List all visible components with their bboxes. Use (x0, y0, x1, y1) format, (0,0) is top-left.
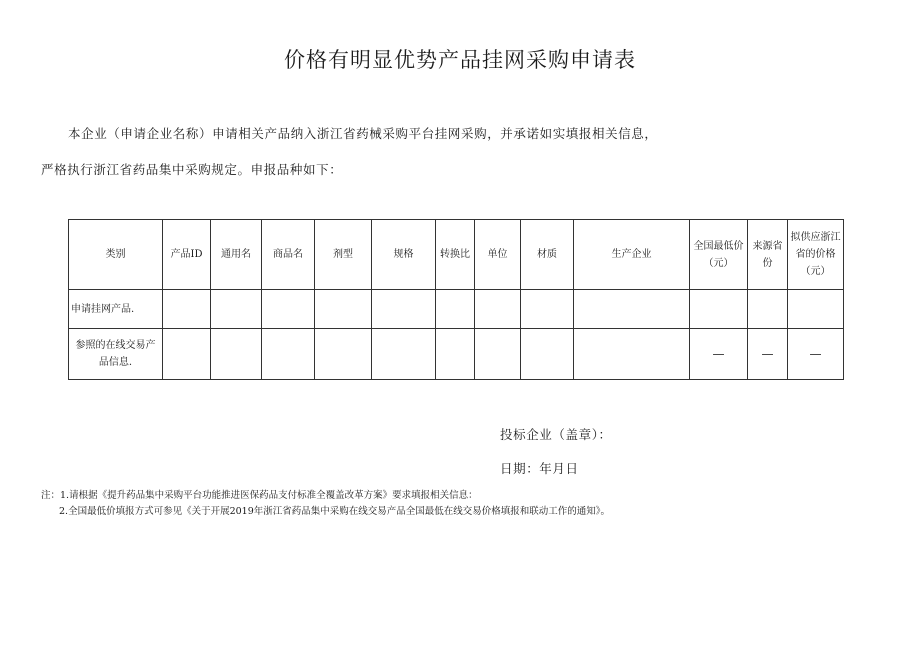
application-table (68, 219, 844, 380)
table-cell[interactable] (372, 329, 436, 380)
table-cell[interactable] (475, 329, 521, 380)
table-cell[interactable] (521, 290, 574, 329)
table-cell[interactable] (574, 290, 690, 329)
company-seal-label: 投标企业（盖章）： (500, 427, 612, 442)
header-generic-name: 通用名 (211, 220, 262, 290)
table-cell[interactable] (574, 329, 690, 380)
row-category-label: 申请挂网产品. (69, 290, 163, 329)
table-cell[interactable] (262, 329, 315, 380)
table-cell[interactable] (315, 329, 372, 380)
header-product-id: 产品ID (163, 220, 211, 290)
table-cell[interactable] (163, 290, 211, 329)
header-specification: 规格 (372, 220, 436, 290)
table-cell[interactable] (211, 290, 262, 329)
dash-cell: — (690, 329, 748, 380)
header-material: 材质 (521, 220, 574, 290)
table-cell[interactable] (372, 290, 436, 329)
table-cell[interactable] (788, 290, 844, 329)
header-manufacturer: 生产企业 (574, 220, 690, 290)
date-label: 日期：年月日 (500, 461, 579, 476)
dash-cell: — (748, 329, 788, 380)
header-source-province: 来源省份 (748, 220, 788, 290)
intro-paragraph-line2: 严格执行浙江省药品集中采购规定。申报品种如下： (41, 162, 343, 177)
note-1: 注：1.请根据《提升药品集中采购平台功能推进医保药品支付标准全覆盖改革方案》要求填报相关信息： (41, 490, 478, 501)
table-cell[interactable] (163, 329, 211, 380)
table-cell[interactable] (211, 329, 262, 380)
header-brand-name: 商品名 (262, 220, 315, 290)
header-national-lowest-price: 全国最低价（元） (690, 220, 748, 290)
note-2: 2.全国最低价填报方式可参见《关于开展2019年浙江省药品集中采购在线交易产品全国最低在线交易价格填报和联动工作的通知》。 (59, 506, 610, 517)
table-cell[interactable] (690, 290, 748, 329)
dash-cell: — (788, 329, 844, 380)
header-conversion-ratio: 转换比 (436, 220, 475, 290)
table-cell[interactable] (262, 290, 315, 329)
table-cell[interactable] (521, 329, 574, 380)
table-cell[interactable] (315, 290, 372, 329)
table-cell[interactable] (475, 290, 521, 329)
table-row (69, 329, 844, 380)
header-dosage-form: 剂型 (315, 220, 372, 290)
table-header-row (69, 220, 844, 290)
page-title: 价格有明显优势产品挂网采购申请表 (284, 48, 636, 72)
row-category-label: 参照的在线交易产品信息. (69, 329, 163, 380)
header-category: 类别 (69, 220, 163, 290)
intro-paragraph-line1: 本企业（申请企业名称）申请相关产品纳入浙江省药械采购平台挂网采购，并承诺如实填报相关信息， (68, 126, 658, 141)
table-row (69, 290, 844, 329)
header-zhejiang-supply-price: 拟供应浙江省的价格（元） (788, 220, 844, 290)
table-cell[interactable] (436, 329, 475, 380)
table-cell[interactable] (748, 290, 788, 329)
header-unit: 单位 (475, 220, 521, 290)
table-cell[interactable] (436, 290, 475, 329)
